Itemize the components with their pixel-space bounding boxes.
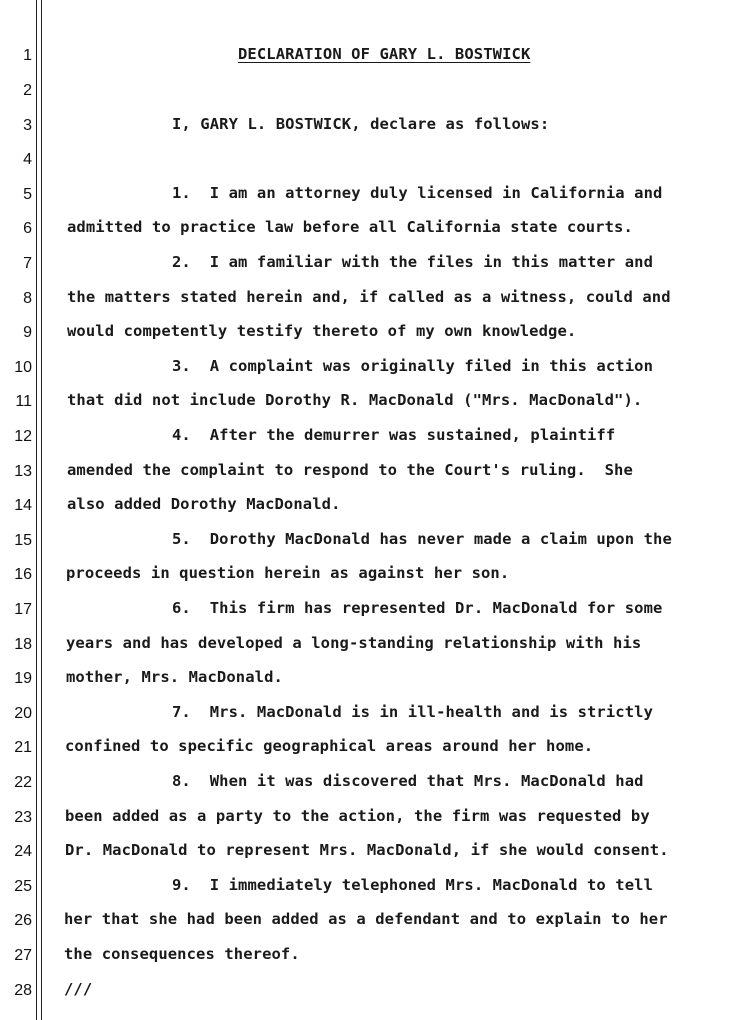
line-number: 22 — [14, 774, 32, 791]
line-number: 17 — [14, 601, 32, 618]
document-title: DECLARATION OF GARY L. BOSTWICK — [238, 45, 531, 63]
paragraph-9-line-2: her that she had been added as a defendant and to explain to her — [64, 910, 668, 928]
line-number: 26 — [14, 912, 32, 929]
line-number: 4 — [23, 151, 32, 168]
paragraph-9-line-1: 9. I immediately telephoned Mrs. MacDonald to tell — [172, 876, 654, 894]
paragraph-7-line-2: confined to specific geographical areas around her home. — [65, 737, 594, 755]
line-number: 2 — [23, 82, 32, 99]
line-number: 13 — [14, 463, 32, 480]
line-number: 10 — [14, 359, 32, 376]
line-number: 24 — [14, 843, 32, 860]
line-number: 5 — [23, 186, 32, 203]
line-number: 27 — [14, 947, 32, 964]
line-number: 3 — [23, 117, 32, 134]
line-number: 20 — [14, 705, 32, 722]
line-number: 11 — [15, 393, 32, 410]
paragraph-8-line-3: Dr. MacDonald to represent Mrs. MacDonald, if she would consent. — [65, 841, 669, 859]
margin-rule-right — [41, 0, 42, 1020]
line-number: 28 — [14, 982, 32, 999]
line-number: 8 — [23, 290, 32, 307]
continuation-marker: /// — [64, 980, 93, 998]
margin-rule-left — [36, 0, 37, 1020]
paragraph-1-line-2: admitted to practice law before all California state courts. — [67, 218, 633, 236]
paragraph-6-line-3: mother, Mrs. MacDonald. — [66, 668, 283, 686]
line-number: 19 — [14, 670, 32, 687]
paragraph-5-line-1: 5. Dorothy MacDonald has never made a claim upon the — [172, 530, 672, 548]
paragraph-3-line-2: that did not include Dorothy R. MacDonald ("Mrs. MacDonald"). — [67, 391, 643, 409]
paragraph-6-line-2: years and has developed a long-standing relationship with his — [66, 634, 642, 652]
line-number: 12 — [14, 428, 32, 445]
line-number: 21 — [14, 739, 32, 756]
paragraph-5-line-2: proceeds in question herein as against her son. — [66, 564, 510, 582]
line-number: 1 — [23, 47, 32, 64]
paragraph-8-line-2: been added as a party to the action, the firm was requested by — [65, 807, 650, 825]
line-number: 15 — [14, 532, 32, 549]
paragraph-1-line-1: 1. I am an attorney duly licensed in California and — [172, 184, 663, 202]
paragraph-3-line-1: 3. A complaint was originally filed in this action — [172, 357, 654, 375]
paragraph-6-line-1: 6. This firm has represented Dr. MacDonald for some — [172, 599, 663, 617]
line-number: 7 — [23, 255, 32, 272]
paragraph-4-line-3: also added Dorothy MacDonald. — [67, 495, 341, 513]
paragraph-8-line-1: 8. When it was discovered that Mrs. MacDonald had — [172, 772, 644, 790]
line-number: 16 — [14, 566, 32, 583]
paragraph-7-line-1: 7. Mrs. MacDonald is in ill-health and is strictly — [172, 703, 654, 721]
paragraph-9-line-3: the consequences thereof. — [64, 945, 300, 963]
paragraph-4-line-2: amended the complaint to respond to the Court's ruling. She — [67, 461, 633, 479]
paragraph-4-line-1: 4. After the demurrer was sustained, plaintiff — [172, 426, 616, 444]
line-number: 18 — [14, 636, 32, 653]
paragraph-2-line-1: 2. I am familiar with the files in this matter and — [172, 253, 654, 271]
intro-line: I, GARY L. BOSTWICK, declare as follows: — [172, 115, 550, 133]
line-number: 14 — [14, 497, 32, 514]
line-number: 23 — [14, 809, 32, 826]
paragraph-2-line-2: the matters stated herein and, if called as a witness, could and — [67, 288, 671, 306]
line-number: 9 — [23, 324, 32, 341]
line-number: 25 — [14, 878, 32, 895]
line-number: 6 — [23, 220, 32, 237]
paragraph-2-line-3: would competently testify thereto of my own knowledge. — [67, 322, 577, 340]
